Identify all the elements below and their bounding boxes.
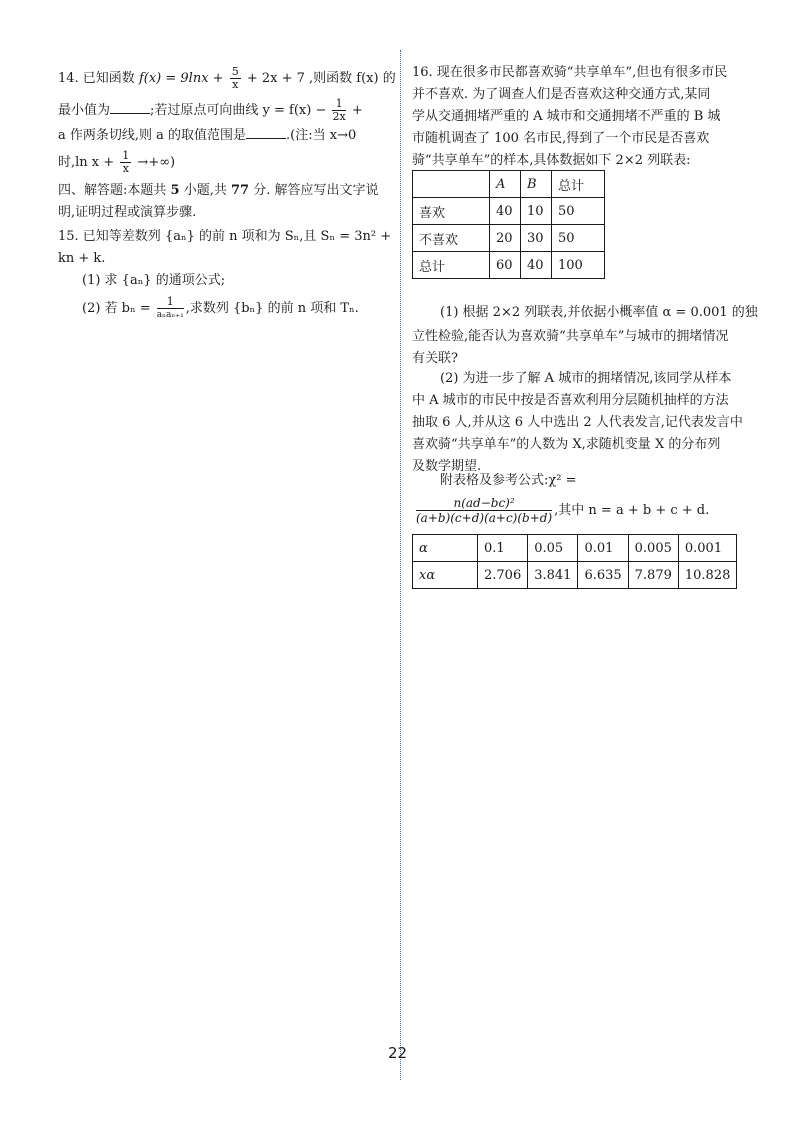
table-cell: 0.05 bbox=[528, 535, 578, 562]
fraction: $\frac{1}{\text{aₙaₙ₊₁}}$ bbox=[156, 295, 184, 320]
q14-line-2: 最小值为 ;若过原点可向曲线 y = f(x) − $\frac{1}{2x}$ + bbox=[58, 97, 363, 123]
table-row bbox=[413, 198, 605, 225]
table-cell: 2.706 bbox=[478, 562, 528, 589]
q16-line-1: 16. 现在很多市民都喜欢骑“共享单车”,但也有很多市民 bbox=[412, 65, 728, 80]
table-cell: 0.005 bbox=[628, 535, 678, 562]
table-cell: 50 bbox=[552, 198, 605, 225]
q16-part-1-line-3: 有关联? bbox=[412, 351, 458, 366]
table-cell: 0.1 bbox=[478, 535, 528, 562]
table-row bbox=[413, 562, 737, 589]
table-cell: xα bbox=[413, 562, 478, 589]
table-cell: 40 bbox=[490, 198, 521, 225]
fraction: $\frac{1}{2x}$ bbox=[332, 97, 346, 123]
table-cell: 50 bbox=[552, 225, 605, 252]
critical-value-table bbox=[412, 534, 737, 589]
table-row bbox=[413, 252, 605, 279]
table-cell: 总计 bbox=[552, 171, 605, 198]
q14-line-4: 时,ln x + $\frac{1}{x}$ →+∞) bbox=[58, 149, 176, 175]
table-cell: 喜欢 bbox=[413, 198, 490, 225]
table-cell: 6.635 bbox=[578, 562, 628, 589]
q16-line-2: 并不喜欢. 为了调查人们是否喜欢这种交通方式,某同 bbox=[412, 87, 711, 102]
q16-part-2-line-2: 中 A 城市的市民中按是否喜欢利用分层随机抽样的方法 bbox=[412, 393, 729, 408]
answer-blank bbox=[110, 101, 150, 114]
chi-square-formula: $\frac{\text{n(ad−bc)²}}{(a+b)(c+d)(a+c)(b+d)}$ ,其中 n = a + b + c + d. bbox=[416, 496, 710, 525]
q16-line-3: 学从交通拥堵严重的 A 城市和交通拥堵不严重的 B 城 bbox=[412, 109, 721, 124]
table-cell bbox=[413, 171, 490, 198]
q16-part-2-line-5: 及数学期望. bbox=[412, 459, 482, 474]
table-cell: 40 bbox=[521, 252, 552, 279]
table-cell: 30 bbox=[521, 225, 552, 252]
q15-line-1: 15. 已知等差数列 {aₙ} 的前 n 项和为 Sₙ,且 Sₙ = 3n² + bbox=[58, 229, 392, 244]
table-row bbox=[413, 535, 737, 562]
table-cell: 0.01 bbox=[578, 535, 628, 562]
table-cell: 3.841 bbox=[528, 562, 578, 589]
q16-part-2-line-3: 抽取 6 人,并从这 6 人中选出 2 人代表发言,记代表发言中 bbox=[412, 415, 743, 430]
fraction: $\frac{1}{x}$ bbox=[122, 149, 130, 175]
q16-part-2-line-1: (2) 为进一步了解 A 城市的拥堵情况,该同学从样本 bbox=[440, 371, 732, 386]
table-cell: 60 bbox=[490, 252, 521, 279]
q16-line-4: 市随机调查了 100 名市民,得到了一个市民是否喜欢 bbox=[412, 131, 710, 146]
column-divider bbox=[400, 50, 401, 1080]
table-cell: 7.879 bbox=[628, 562, 678, 589]
answer-blank bbox=[246, 126, 286, 139]
table-cell: A bbox=[490, 171, 521, 198]
page-number: 22 bbox=[388, 1044, 408, 1062]
reference-intro: 附表格及参考公式:χ² = bbox=[440, 473, 577, 488]
contingency-table bbox=[412, 170, 605, 279]
table-row bbox=[413, 171, 605, 198]
table-cell: 0.001 bbox=[678, 535, 737, 562]
q15-part-2: (2) 若 bₙ = $\frac{1}{\text{aₙaₙ₊₁}}$ ,求数列 {bₙ} 的前 n 项和 Tₙ. bbox=[82, 295, 359, 320]
table-cell: 总计 bbox=[413, 252, 490, 279]
table-cell: α bbox=[413, 535, 478, 562]
fraction: $\frac{\text{n(ad−bc)²}}{(a+b)(c+d)(a+c)(b+d)}$ bbox=[416, 496, 553, 525]
table-cell: B bbox=[521, 171, 552, 198]
q16-part-1-line-1: (1) 根据 2×2 列联表,并依据小概率值 α = 0.001 的独 bbox=[440, 305, 758, 320]
table-cell: 10 bbox=[521, 198, 552, 225]
q16-line-5: 骑“共享单车”的样本,具体数据如下 2×2 列联表: bbox=[412, 153, 691, 168]
table-cell: 20 bbox=[490, 225, 521, 252]
q14-line-1: 14. 已知函数 f(x) = 9lnx + $\frac{5}{x}$ + 2x + 7 ,则函数 f(x) 的 bbox=[58, 65, 396, 91]
q16-part-1-line-2: 立性检验,能否认为喜欢骑“共享单车”与城市的拥堵情况 bbox=[412, 329, 729, 344]
q15-line-2: kn + k. bbox=[58, 251, 106, 266]
table-cell: 100 bbox=[552, 252, 605, 279]
q15-part-1: (1) 求 {aₙ} 的通项公式; bbox=[82, 273, 226, 288]
section-4-heading-cont: 明,证明过程或演算步骤. bbox=[58, 205, 197, 220]
q16-part-2-line-4: 喜欢骑“共享单车”的人数为 X,求随机变量 X 的分布列 bbox=[412, 437, 721, 452]
table-row bbox=[413, 225, 605, 252]
section-4-heading: 四、解答题:本题共 5 小题,共 77 分. 解答应写出文字说 bbox=[58, 183, 379, 198]
table-cell: 不喜欢 bbox=[413, 225, 490, 252]
fraction: $\frac{5}{x}$ bbox=[231, 65, 239, 91]
q14-line-3: a 作两条切线,则 a 的取值范围是 .(注:当 x→0 bbox=[58, 128, 357, 143]
table-cell: 10.828 bbox=[678, 562, 737, 589]
